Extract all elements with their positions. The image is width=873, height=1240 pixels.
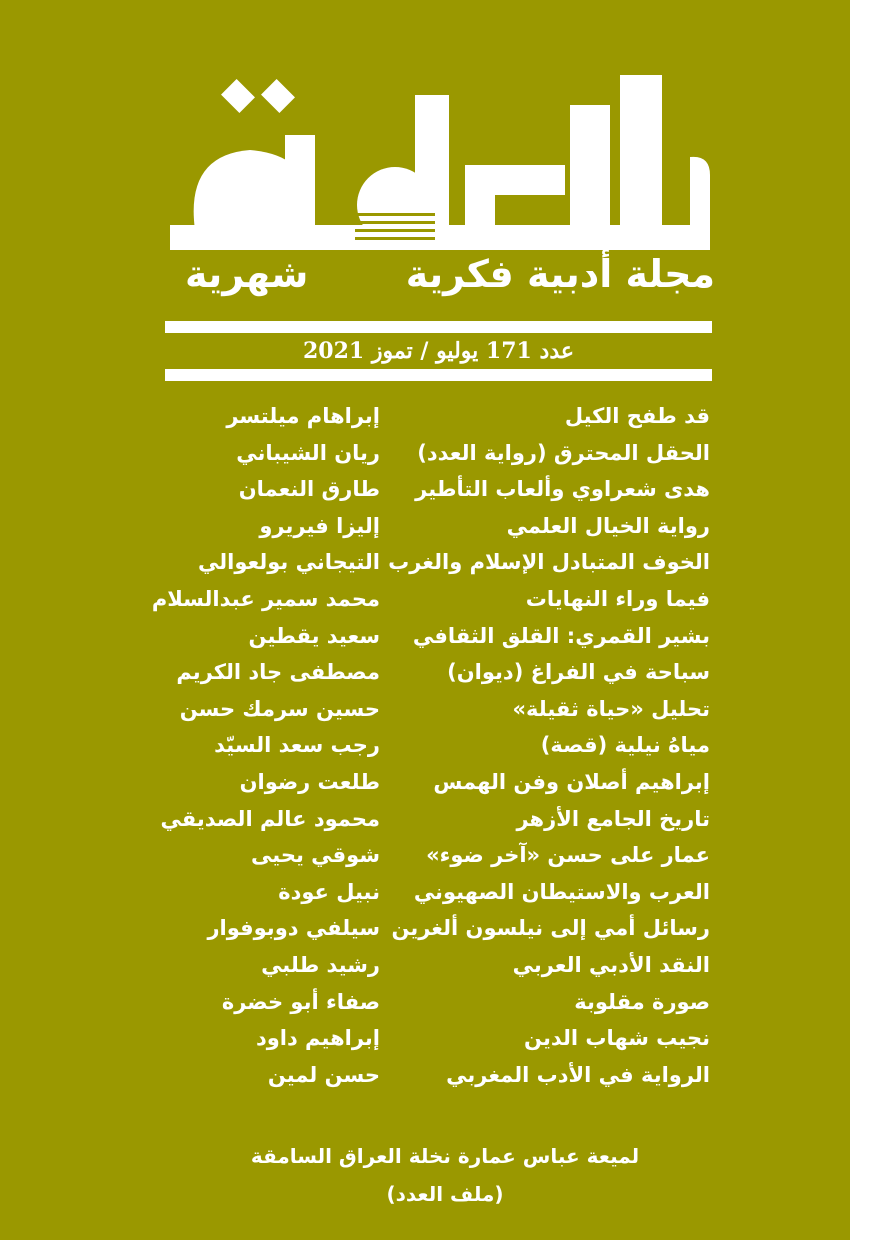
toc-row xyxy=(150,398,720,435)
toc-title: فيما وراء النهايات xyxy=(525,586,710,611)
toc-title: تاريخ الجامع الأزهر xyxy=(516,806,710,831)
masthead-subtitle xyxy=(165,250,715,298)
toc-row xyxy=(150,947,720,984)
toc-title: العرب والاستيطان الصهيوني xyxy=(413,879,710,904)
toc-title: عمار على حسن «آخر ضوء» xyxy=(426,843,710,868)
toc-author: إليزا فيريرو xyxy=(259,513,380,538)
toc-author: محمود عالم الصديقي xyxy=(160,806,380,831)
toc-row xyxy=(150,435,720,472)
toc-row xyxy=(150,691,720,728)
dossier-title: لميعة عباس عمارة نخلة العراق السامقة xyxy=(250,1144,640,1168)
toc-author: حسن لمين xyxy=(267,1062,380,1087)
toc-row xyxy=(150,654,720,691)
dossier-label: (ملف العدد) xyxy=(386,1182,504,1206)
toc-title: هدى شعراوي وألعاب التأطير xyxy=(415,477,710,502)
toc-row xyxy=(150,508,720,545)
toc-author: شوقي يحيى xyxy=(251,843,380,868)
toc-title: بشير القمري: القلق الثقافي xyxy=(412,623,710,648)
toc-title: مياهُ نيلية (قصة) xyxy=(540,733,710,758)
toc-author: طلعت رضوان xyxy=(239,769,380,794)
toc-row xyxy=(150,984,720,1021)
toc-author: محمد سمير عبدالسلام xyxy=(151,586,380,611)
toc-title: الحقل المحترق (رواية العدد) xyxy=(417,440,710,465)
toc-author: سعيد يقطين xyxy=(248,623,380,648)
toc-row xyxy=(150,764,720,801)
toc-row xyxy=(150,801,720,838)
toc-title: إبراهيم أصلان وفن الهمس xyxy=(433,769,710,794)
toc-title: قد طفح الكيل xyxy=(564,404,710,428)
toc-title: صورة مقلوبة xyxy=(574,989,710,1014)
toc-author: سيلفي دوبوفوار xyxy=(207,916,380,941)
toc-row xyxy=(150,1057,720,1094)
issue-dossier xyxy=(150,1137,740,1213)
toc-author: طارق النعمان xyxy=(238,477,380,502)
toc-author: حسين سرمك حسن xyxy=(179,696,380,721)
toc-title: رسائل أمي إلى نيلسون ألغرين xyxy=(391,916,710,941)
toc-author: التيجاني بولعوالي xyxy=(198,550,380,575)
toc-row xyxy=(150,618,720,655)
table-of-contents xyxy=(150,398,720,1093)
toc-row xyxy=(150,837,720,874)
toc-title: سباحة في الفراغ (ديوان) xyxy=(447,660,710,685)
toc-author: إبراهام ميلتسر xyxy=(226,404,380,428)
toc-row xyxy=(150,874,720,911)
toc-row xyxy=(150,581,720,618)
issue-line: عدد 171 يوليو / تموز 2021 xyxy=(302,338,574,364)
toc-title: رواية الخيال العلمي xyxy=(506,513,710,538)
toc-author: ريان الشيباني xyxy=(236,440,380,465)
toc-author: إبراهيم داود xyxy=(255,1026,380,1051)
toc-author: رجب سعد السيّد xyxy=(214,733,380,758)
toc-row xyxy=(150,544,720,581)
divider-bottom xyxy=(165,369,712,381)
toc-title: تحليل «حياة ثقيلة» xyxy=(512,696,710,721)
toc-title: نجيب شهاب الدين xyxy=(524,1026,710,1051)
toc-author: مصطفى جاد الكريم xyxy=(176,660,380,685)
logo-calligraphy xyxy=(165,65,715,265)
toc-title: الرواية في الأدب المغربي xyxy=(446,1062,710,1087)
toc-row xyxy=(150,727,720,764)
toc-author: رشيد طلبي xyxy=(261,952,380,977)
toc-title: النقد الأدبي العربي xyxy=(512,952,710,977)
toc-row xyxy=(150,471,720,508)
subtitle-main: مجلة أدبية فكرية xyxy=(405,252,715,296)
toc-row xyxy=(150,1020,720,1057)
toc-author: نبيل عودة xyxy=(278,879,380,904)
subtitle-frequency: شهرية xyxy=(185,252,309,296)
toc-author: صفاء أبو خضرة xyxy=(221,989,380,1014)
toc-row xyxy=(150,910,720,947)
divider-top xyxy=(165,321,712,333)
toc-title: الخوف المتبادل الإسلام والغرب xyxy=(388,550,710,575)
